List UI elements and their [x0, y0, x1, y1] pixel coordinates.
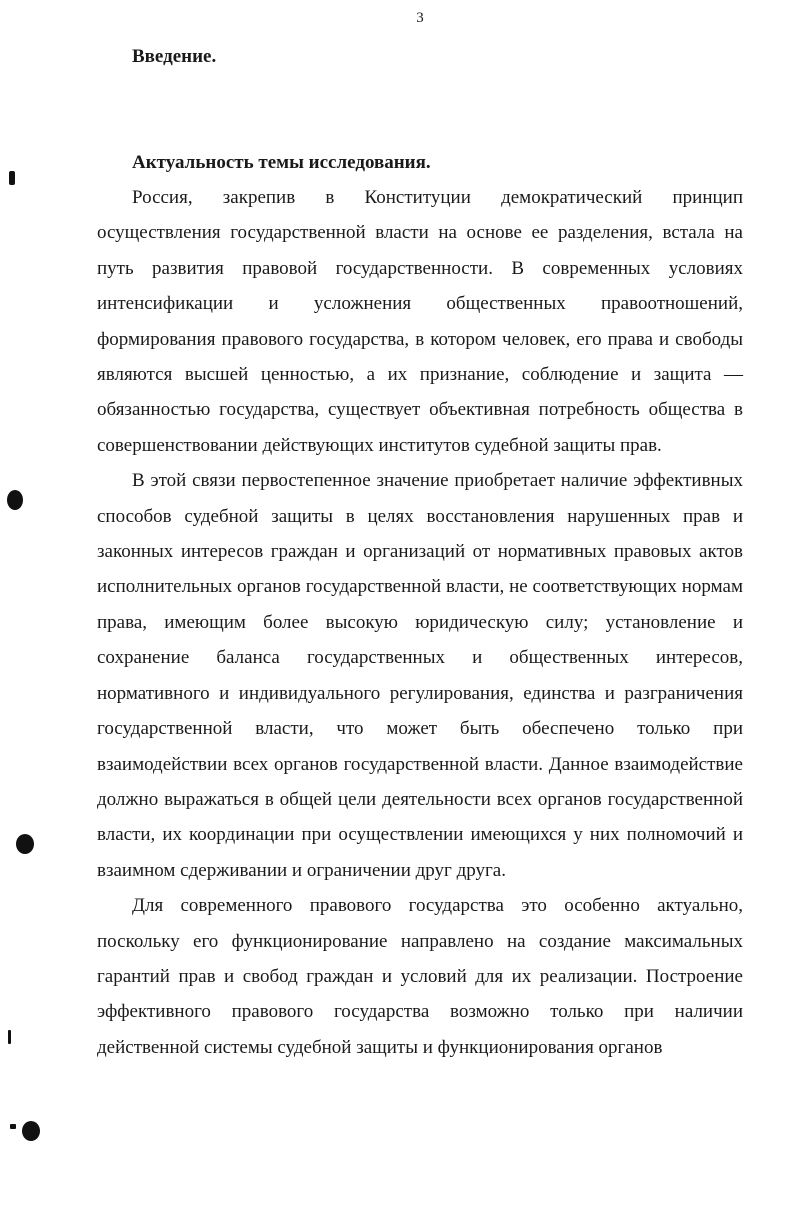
- punch-hole-mark: [7, 490, 23, 510]
- scan-mark: [9, 171, 15, 185]
- punch-hole-mark: [22, 1121, 40, 1141]
- scan-mark: [10, 1124, 16, 1129]
- paragraph-1: Россия, закрепив в Конституции демократический принцип осуществления государственной власти на основе ее разделения, встала на путь развития правовой государственности. В современных условиях интенсификации и усложнения общественных правоотношений, формирования правового государства, в котором человек, его права и свободы являются высшей ценностью, а их признание, соблюдение и защита — обязанностью государства, существует объективная потребность общества в совершенствовании действующих институтов судебной защиты прав.: [97, 187, 743, 456]
- page-number: 3: [416, 10, 424, 26]
- punch-hole-mark: [16, 834, 34, 854]
- paragraph-2: В этой связи первостепенное значение приобретает наличие эффективных способов судебной защиты в целях восстановления нарушенных прав и законных интересов граждан и организаций от нормативных правовых актов исполнительных органов государственной власти, не соответствующих нормам права, имеющим более высокую юридическую силу; установление и сохранение баланса государственных и общественных интересов, нормативного и индивидуального регулирования, единства и разграничения государственной власти, что может быть обеспечено только при взаимодействии всех органов государственной власти. Данное взаимодействие должно выражаться в общей цели деятельности всех органов государственной власти, их координации при осуществлении имеющихся у них полномочий и взаимном сдерживании и ограничении друг друга.: [97, 470, 743, 881]
- section-heading-intro: Введение.: [132, 46, 217, 67]
- body-text: [97, 180, 743, 1065]
- paragraph-3: Для современного правового государства это особенно актуально, поскольку его функционирование направлено на создание максимальных гарантий прав и свобод граждан и условий для их реализации. Построение эффективного правового государства возможно только при наличии действенной системы судебной защиты и функционирования органов: [97, 895, 743, 1058]
- section-heading-relevance: Актуальность темы исследования.: [132, 152, 431, 173]
- scan-mark: [8, 1030, 11, 1044]
